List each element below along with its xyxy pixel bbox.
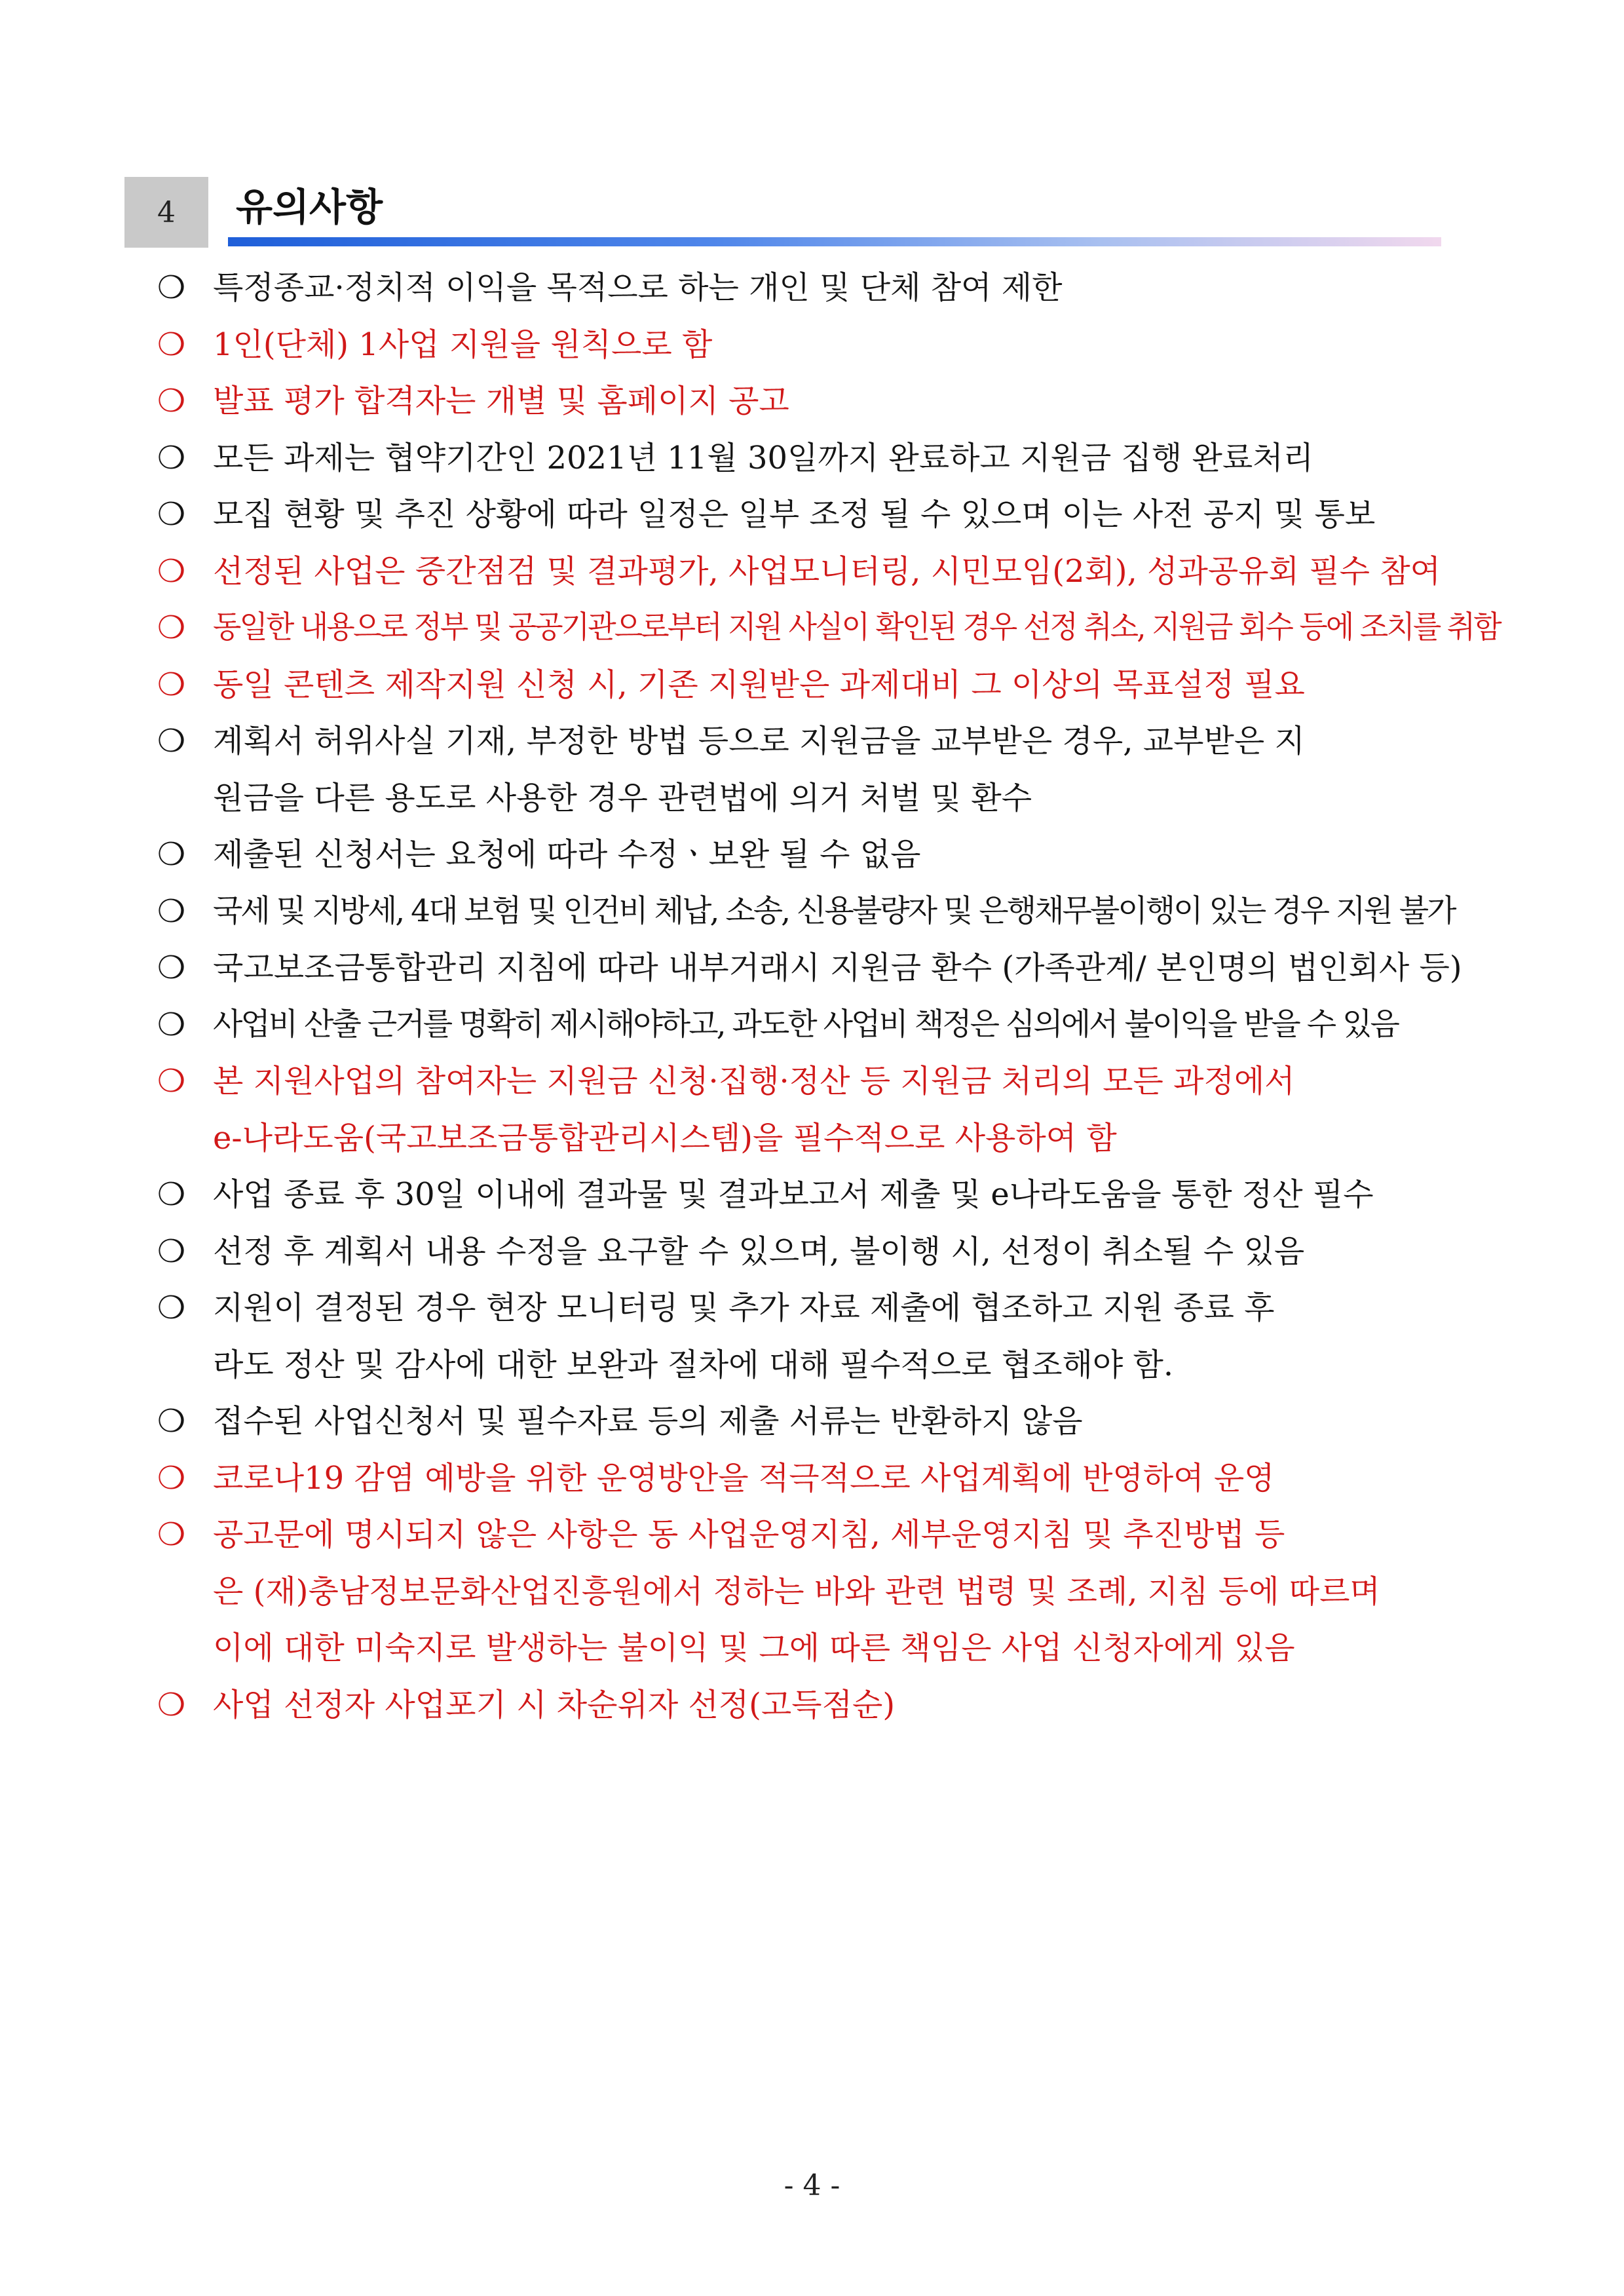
notice-item — [157, 316, 1500, 373]
notice-text-line: 모집 현황 및 추진 상황에 따라 일정은 일부 조정 될 수 있으며 이는 사전 공지 및 통보 — [213, 496, 1376, 533]
circle-bullet-icon: ❍ — [157, 892, 186, 930]
circle-bullet-icon: ❍ — [157, 1290, 186, 1326]
notice-item — [157, 430, 1500, 487]
notice-text-line: 지원이 결정된 경우 현장 모니터링 및 추가 자료 제출에 협조하고 지원 종료 후 — [213, 1290, 1275, 1326]
notice-text-line: 1인(단체) 1사업 지원을 원칙으로 함 — [213, 326, 713, 363]
notice-item — [157, 826, 1500, 883]
notice-text-line: 국세 및 지방세, 4대 보험 및 인건비 체납, 소송, 신용불량자 및 은행채무불이행이 있는 경우 지원 불가 — [213, 892, 1455, 929]
circle-bullet-icon: ❍ — [157, 1176, 186, 1213]
notice-item — [157, 713, 1500, 826]
notice-item — [157, 1677, 1500, 1734]
section-underline-bar — [228, 237, 1441, 246]
page-number: - 4 - — [784, 2169, 840, 2202]
circle-bullet-icon: ❍ — [157, 269, 186, 306]
notice-text-line: 라도 정산 및 감사에 대한 보완과 절차에 대해 필수적으로 협조해야 함. — [213, 1346, 1174, 1383]
circle-bullet-icon: ❍ — [157, 439, 186, 476]
circle-bullet-icon: ❍ — [157, 1063, 186, 1100]
notice-text-line: 코로나19 감염 예방을 위한 운영방안을 적극적으로 사업계획에 반영하여 운영 — [213, 1459, 1275, 1497]
notice-item — [157, 1280, 1500, 1393]
notice-text-line: 발표 평가 합격자는 개별 및 홈페이지 공고 — [213, 383, 789, 419]
circle-bullet-icon: ❍ — [157, 326, 186, 363]
circle-bullet-icon: ❍ — [157, 1459, 186, 1497]
circle-bullet-icon: ❍ — [157, 552, 186, 590]
notice-item — [157, 1450, 1500, 1507]
notice-text-line: 사업 종료 후 30일 이내에 결과물 및 결과보고서 제출 및 e나라도움을 통한 정산 필수 — [213, 1176, 1374, 1213]
circle-bullet-icon: ❍ — [157, 383, 186, 419]
notice-item — [157, 883, 1500, 940]
notice-text-line: 국고보조금통합관리 지침에 따라 내부거래시 지원금 환수 (가족관계/ 본인명의 법인회사 등) — [213, 949, 1462, 986]
notice-item — [157, 1223, 1500, 1280]
notice-item — [157, 1166, 1500, 1223]
notice-text-line: 모든 과제는 협약기간인 2021년 11월 30일까지 완료하고 지원금 집행 완료처리 — [213, 439, 1313, 476]
notice-text-line: 본 지원사업의 참여자는 지원금 신청·집행·정산 등 지원금 처리의 모든 과정에서 — [213, 1063, 1295, 1100]
circle-bullet-icon: ❍ — [157, 1686, 186, 1723]
notice-text-line: 동일 콘텐츠 제작지원 신청 시, 기존 지원받은 과제대비 그 이상의 목표설정 필요 — [213, 666, 1305, 703]
circle-bullet-icon: ❍ — [157, 1516, 186, 1553]
circle-bullet-icon: ❍ — [157, 609, 186, 646]
notice-text-line: 특정종교·정치적 이익을 목적으로 하는 개인 및 단체 참여 제한 — [213, 269, 1063, 306]
notice-item — [157, 600, 1500, 657]
notice-text-line: 제출된 신청서는 요청에 따라 수정ㆍ보완 될 수 없음 — [213, 836, 921, 873]
notice-item — [157, 940, 1500, 997]
notice-text-line: 사업 선정자 사업포기 시 차순위자 선정(고득점순) — [213, 1686, 896, 1723]
notice-item — [157, 486, 1500, 543]
circle-bullet-icon: ❍ — [157, 836, 186, 873]
notice-item — [157, 657, 1500, 714]
notice-item — [157, 373, 1500, 430]
notice-text-line: 원금을 다른 용도로 사용한 경우 관련법에 의거 처벌 및 환수 — [213, 779, 1032, 816]
section-number: 4 — [124, 177, 208, 248]
section-title: 유의사항 — [236, 185, 383, 229]
notice-text-line: 동일한 내용으로 정부 및 공공기관으로부터 지원 사실이 확인된 경우 선정 취소, 지원금 회수 등에 조치를 취함 — [213, 609, 1500, 645]
notice-item — [157, 1506, 1500, 1677]
circle-bullet-icon: ❍ — [157, 496, 186, 533]
notice-text-line: 이에 대한 미숙지로 발생하는 불이익 및 그에 따른 책임은 사업 신청자에게 있음 — [213, 1630, 1295, 1666]
section-header — [124, 177, 1441, 249]
circle-bullet-icon: ❍ — [157, 1233, 186, 1270]
circle-bullet-icon: ❍ — [157, 949, 186, 986]
notice-item — [157, 1053, 1500, 1166]
circle-bullet-icon: ❍ — [157, 723, 186, 759]
notice-text-line: 접수된 사업신청서 및 필수자료 등의 제출 서류는 반환하지 않음 — [213, 1403, 1083, 1440]
notice-item — [157, 259, 1500, 316]
notice-text-line: 공고문에 명시되지 않은 사항은 동 사업운영지침, 세부운영지침 및 추진방법 등 — [213, 1516, 1285, 1553]
notice-item — [157, 1393, 1500, 1450]
circle-bullet-icon: ❍ — [157, 1403, 186, 1440]
notice-item — [157, 543, 1500, 600]
notice-list — [157, 259, 1500, 1733]
notice-item — [157, 997, 1500, 1054]
circle-bullet-icon: ❍ — [157, 666, 186, 703]
notice-text-line: e-나라도움(국고보조금통합관리시스템)을 필수적으로 사용하여 함 — [213, 1119, 1117, 1157]
notice-text-line: 계획서 허위사실 기재, 부정한 방법 등으로 지원금을 교부받은 경우, 교부받은 지 — [213, 723, 1305, 759]
notice-text-line: 선정 후 계획서 내용 수정을 요구할 수 있으며, 불이행 시, 선정이 취소될 수 있음 — [213, 1233, 1305, 1270]
circle-bullet-icon: ❍ — [157, 1006, 186, 1043]
notice-text-line: 은 (재)충남정보문화산업진흥원에서 정하는 바와 관련 법령 및 조례, 지침 등에 따르며 — [213, 1573, 1380, 1610]
notice-text-line: 사업비 산출 근거를 명확히 제시해야하고, 과도한 사업비 책정은 심의에서 불이익을 받을 수 있음 — [213, 1006, 1398, 1043]
notice-text-line: 선정된 사업은 중간점검 및 결과평가, 사업모니터링, 시민모임(2회), 성과공유회 필수 참여 — [213, 552, 1441, 590]
